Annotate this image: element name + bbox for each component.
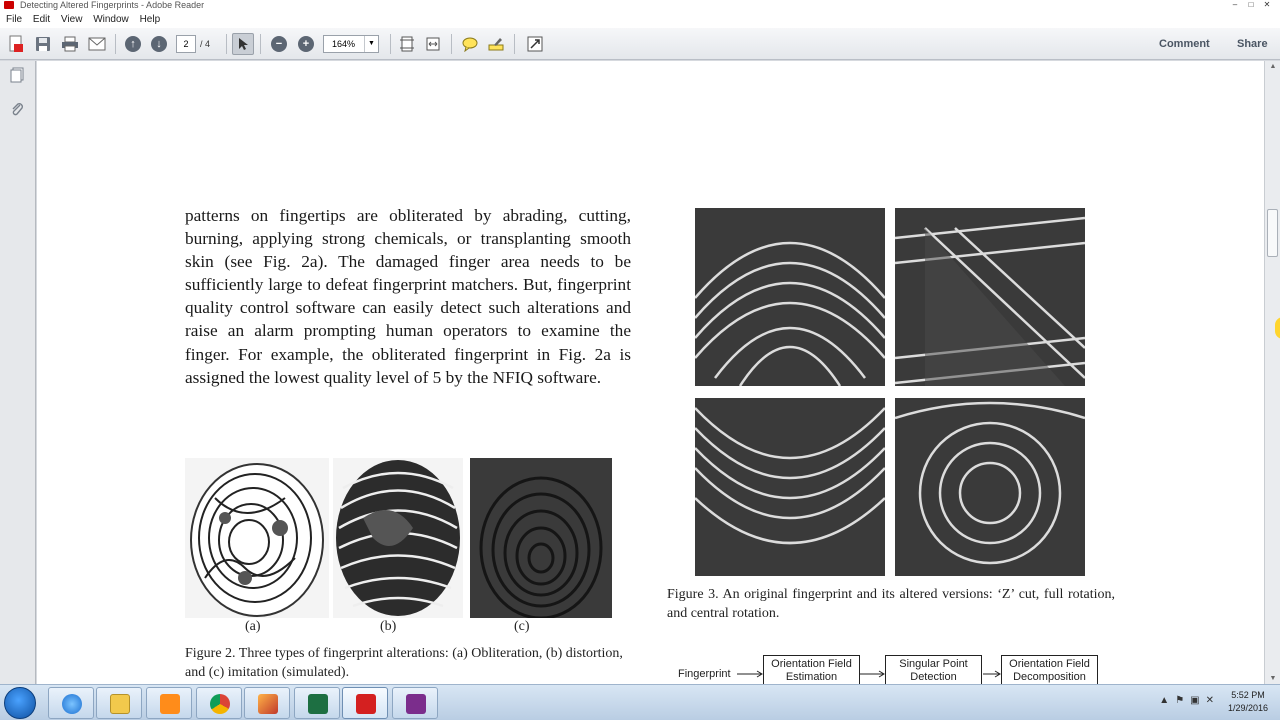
next-page-icon[interactable]: ↓ [148, 33, 170, 55]
fingerprint-image-c [470, 458, 612, 618]
zoom-in-icon[interactable]: + [295, 33, 317, 55]
diagram-box-orientation-decomposition: Orientation Field Decomposition [1001, 655, 1098, 685]
previous-page-icon[interactable]: ↑ [122, 33, 144, 55]
page-number-input[interactable]: 2 [176, 35, 196, 53]
fit-width-icon[interactable] [422, 33, 444, 55]
figure2-label-a: (a) [245, 619, 261, 634]
menu-window[interactable]: Window [93, 14, 129, 25]
diagram-box-orientation-estimation: Orientation Field Estimation [763, 655, 860, 685]
annotation-marker-icon[interactable] [1275, 317, 1280, 339]
start-button[interactable] [4, 687, 36, 719]
window-titlebar [0, 0, 1280, 11]
scroll-down-icon[interactable]: ▼ [1269, 675, 1277, 682]
taskbar-chrome[interactable] [196, 687, 242, 719]
figure2-caption: Figure 2. Three types of fingerprint alterations: (a) Obliteration, (b) distortion, and (c) imitation (simulated). [185, 646, 623, 680]
comment-button[interactable]: Comment [1159, 38, 1210, 50]
share-button[interactable]: Share [1237, 38, 1268, 50]
fingerprint-z-cut [895, 208, 1085, 386]
attachments-icon[interactable] [8, 101, 26, 119]
fingerprint-full-rotation [695, 398, 885, 576]
page-thumbnails-icon[interactable] [8, 67, 26, 85]
taskbar-adobe-reader[interactable] [342, 687, 388, 719]
page-total: / 4 [200, 39, 211, 49]
figure2-label-c: (c) [514, 619, 530, 634]
zoom-value: 164% [332, 39, 356, 49]
taskbar-media-player[interactable] [146, 687, 192, 719]
taskbar-excel[interactable] [294, 687, 340, 719]
main-toolbar [0, 28, 1280, 60]
fit-page-icon[interactable] [396, 33, 418, 55]
maximize-button[interactable]: □ [1248, 0, 1254, 9]
menu-bar [0, 11, 1280, 28]
create-pdf-icon[interactable] [5, 33, 27, 55]
vertical-scrollbar[interactable] [1264, 61, 1280, 685]
fingerprint-original [695, 208, 885, 386]
zoom-out-icon[interactable]: − [268, 33, 290, 55]
full-screen-icon[interactable] [524, 33, 546, 55]
scroll-thumb[interactable] [1267, 209, 1278, 257]
taskbar-internet-explorer[interactable] [48, 687, 94, 719]
scroll-up-icon[interactable]: ▲ [1269, 63, 1277, 70]
menu-edit[interactable]: Edit [32, 14, 51, 25]
menu-help[interactable]: Help [139, 14, 161, 25]
clock-time: 5:52 PM [1231, 690, 1265, 700]
figure2-label-b: (b) [380, 619, 397, 634]
window-title: Detecting Altered Fingerprints - Adobe Reader [20, 0, 205, 10]
system-clock[interactable] [1224, 689, 1272, 715]
fingerprint-image-b [333, 458, 463, 618]
zoom-level-select[interactable] [323, 35, 379, 53]
menu-view[interactable]: View [60, 14, 83, 25]
email-icon[interactable] [86, 33, 108, 55]
chevron-down-icon[interactable]: ▼ [364, 36, 378, 52]
adobe-reader-icon [4, 1, 14, 9]
save-icon[interactable] [32, 33, 54, 55]
diagram-input-label: Fingerprint [678, 668, 731, 680]
document-page [37, 61, 1264, 685]
highlight-icon[interactable] [485, 33, 507, 55]
fingerprint-image-a [185, 458, 329, 618]
navigation-pane [0, 61, 36, 685]
figure3-caption: Figure 3. An original fingerprint and its altered versions: ‘Z’ cut, full rotation, and central rotation. [667, 587, 1115, 621]
taskbar-video-app[interactable] [392, 687, 438, 719]
body-paragraph: patterns on fingertips are obliterated by abrading, cutting, burning, applying strong chemicals, or transplanting smooth skin (see Fig. 2a). The damaged finger area needs to be sufficiently large to defeat fingerprint matchers. But, fingerprint quality control software can easily detect such alterations and raise an alarm prompting human operators to examine the finger. For example, the obliterated fingerprint in Fig. 2a is assigned the lowest quality level of 5 by the NFIQ software. [185, 206, 631, 387]
fingerprint-central-rotation [895, 398, 1085, 576]
menu-file[interactable]: File [6, 14, 23, 25]
diagram-box-singular-point: Singular Point Detection [885, 655, 982, 685]
minimize-button[interactable]: – [1232, 0, 1238, 9]
taskbar-file-explorer[interactable] [96, 687, 142, 719]
print-icon[interactable] [59, 33, 81, 55]
taskbar-matlab[interactable] [244, 687, 290, 719]
system-tray[interactable]: ▲⚑▣✕ [1159, 695, 1220, 706]
sticky-note-icon[interactable] [459, 33, 481, 55]
clock-date: 1/29/2016 [1227, 703, 1269, 713]
close-button[interactable]: ✕ [1263, 0, 1271, 9]
select-tool-icon[interactable] [232, 33, 254, 55]
windows-taskbar [0, 684, 1280, 720]
